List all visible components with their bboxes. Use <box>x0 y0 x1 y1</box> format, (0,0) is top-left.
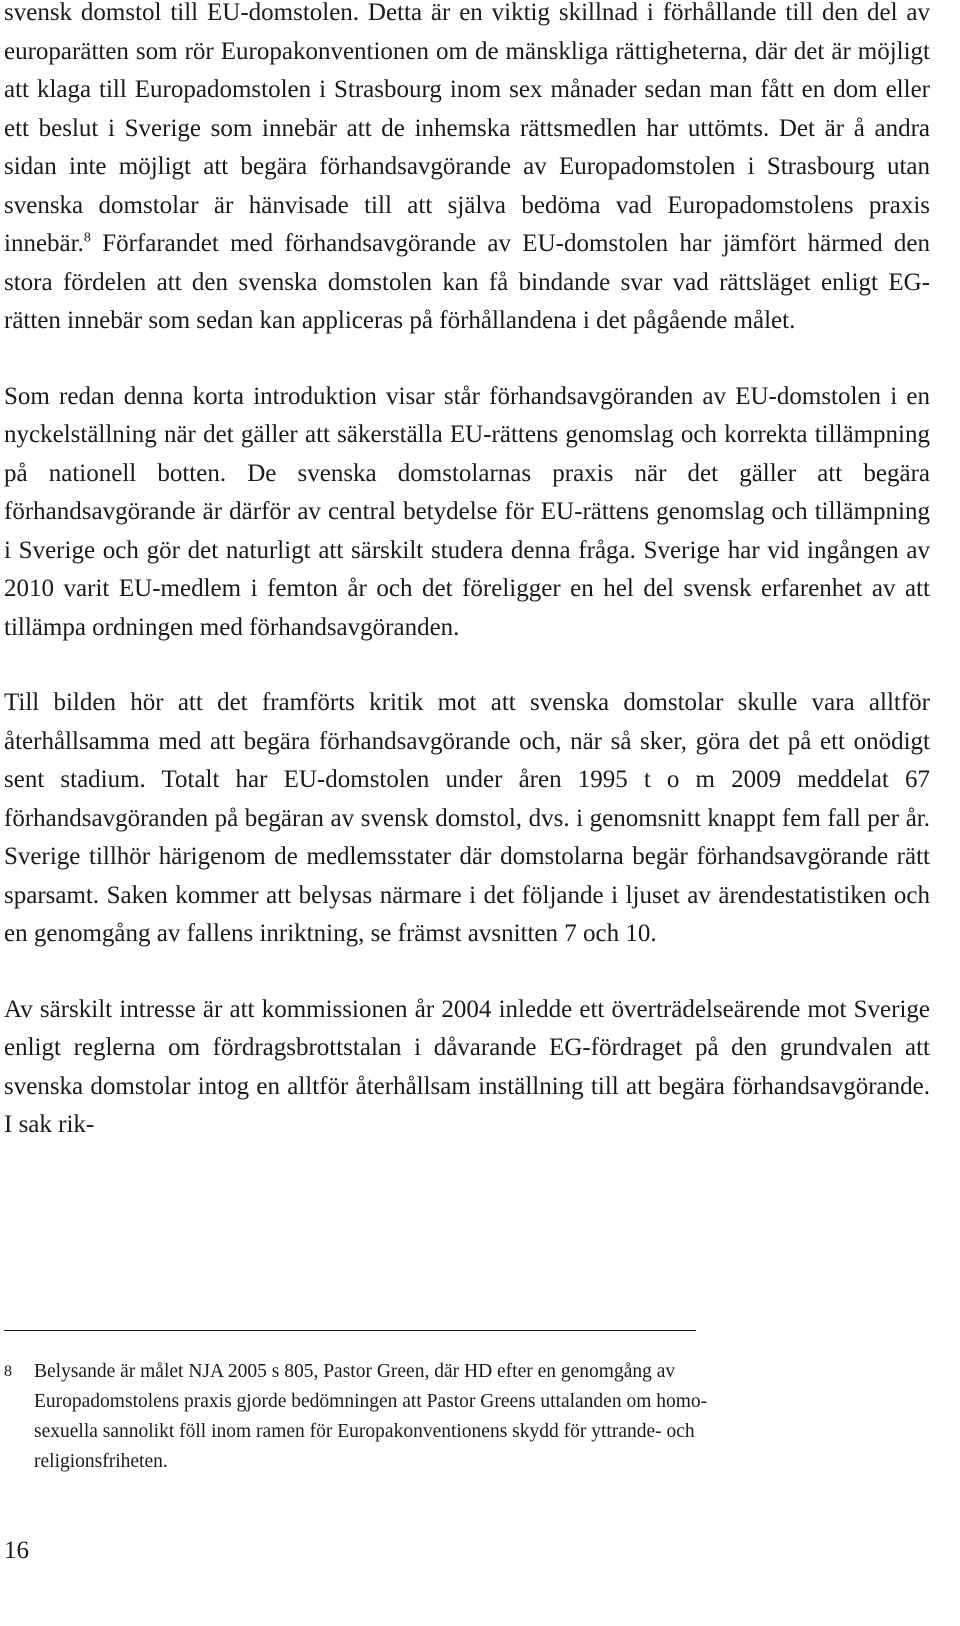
page-body <box>4 0 930 1145</box>
footnote-line: religionsfriheten. <box>34 1451 168 1472</box>
footnote-line: sexuella sannolikt föll inom ramen för Europakonventionens skydd för yttrande- och <box>34 1421 695 1442</box>
page-number: 16 <box>4 1537 29 1564</box>
paragraph-4: Av särskilt intresse är att kommissionen år 2004 inledde ett överträdelseärende mot Sverige enligt reglerna om fördragsbrottstalan i dåvarande EG-fördraget på den grundvalen att svenska domstolar intog en alltför återhållsam inställning till att begära förhandsavgörande. I sak rik- <box>4 995 930 1138</box>
footnote-text <box>34 1357 884 1477</box>
footnote-line: Belysande är målet NJA 2005 s 805, Pastor Green, där HD efter en genomgång av <box>34 1361 676 1382</box>
paragraph-1-continuation: Förfarandet med förhandsavgörande av EU-domstolen har jämfört härmed den stora fördelen att den svenska domstolen kan få bindande svar vad rättsläget enligt EG-rätten innebär som sedan kan appliceras på förhållandena i det pågående målet. <box>4 230 930 334</box>
footnote-separator <box>4 1330 696 1331</box>
footnote-reference[interactable]: 8 <box>83 230 91 246</box>
paragraph-2: Som redan denna korta introduktion visar står förhandsavgöranden av EU-domstolen i en nyckelställning när det gäller att säkerställa EU-rättens genomslag och korrekta tillämpning på nationell botten. De svenska domstolarnas praxis när det gäller att begära förhandsavgörande är därför av central betydelse för EU-rättens genomslag och tillämpning i Sverige och gör det naturligt att särskilt studera denna fråga. Sverige har vid ingången av 2010 varit EU-medlem i femton år och det föreligger en hel del svensk erfarenhet av att tillämpa ordningen med förhandsavgöranden. <box>4 382 930 641</box>
footnote-line: Europadomstolens praxis gjorde bedömningen att Pastor Greens uttalanden om homo- <box>34 1391 708 1412</box>
footnote <box>4 1357 930 1477</box>
paragraph-1 <box>4 0 930 341</box>
footnote-number: 8 <box>4 1363 12 1380</box>
paragraph-1-text: svensk domstol till EU-domstolen. Detta är en viktig skillnad i förhållande till den del av europarätten som rör Europakonventionen om de mänskliga rättigheterna, där det är möjligt att klaga till Europadomstolen i Strasbourg inom sex månader sedan man fått en dom eller ett beslut i Sverige som innebär att de inhemska rättsmedlen har uttömts. Det är å andra sidan inte möjligt att begära förhandsavgörande av Europadomstolen i Strasbourg utan svenska domstolar är hänvisade till att själva bedöma vad Europadomstolens praxis innebär. <box>4 0 930 257</box>
paragraph-3: Till bilden hör att det framförts kritik mot att svenska domstolar skulle vara alltför återhållsamma med att begära förhandsavgörande och, när så sker, göra det på ett onödigt sent stadium. Totalt har EU-domstolen under åren 1995 t o m 2009 meddelat 67 förhandsavgöranden på begäran av svensk domstol, dvs. i genomsnitt knappt fem fall per år. Sverige tillhör härigenom de medlemsstater där domstolarna begär förhandsavgörande rätt sparsamt. Saken kommer att belysas närmare i det följande i ljuset av ärendestatistiken och en genomgång av fallens inriktning, se främst avsnitten 7 och 10. <box>4 689 930 947</box>
